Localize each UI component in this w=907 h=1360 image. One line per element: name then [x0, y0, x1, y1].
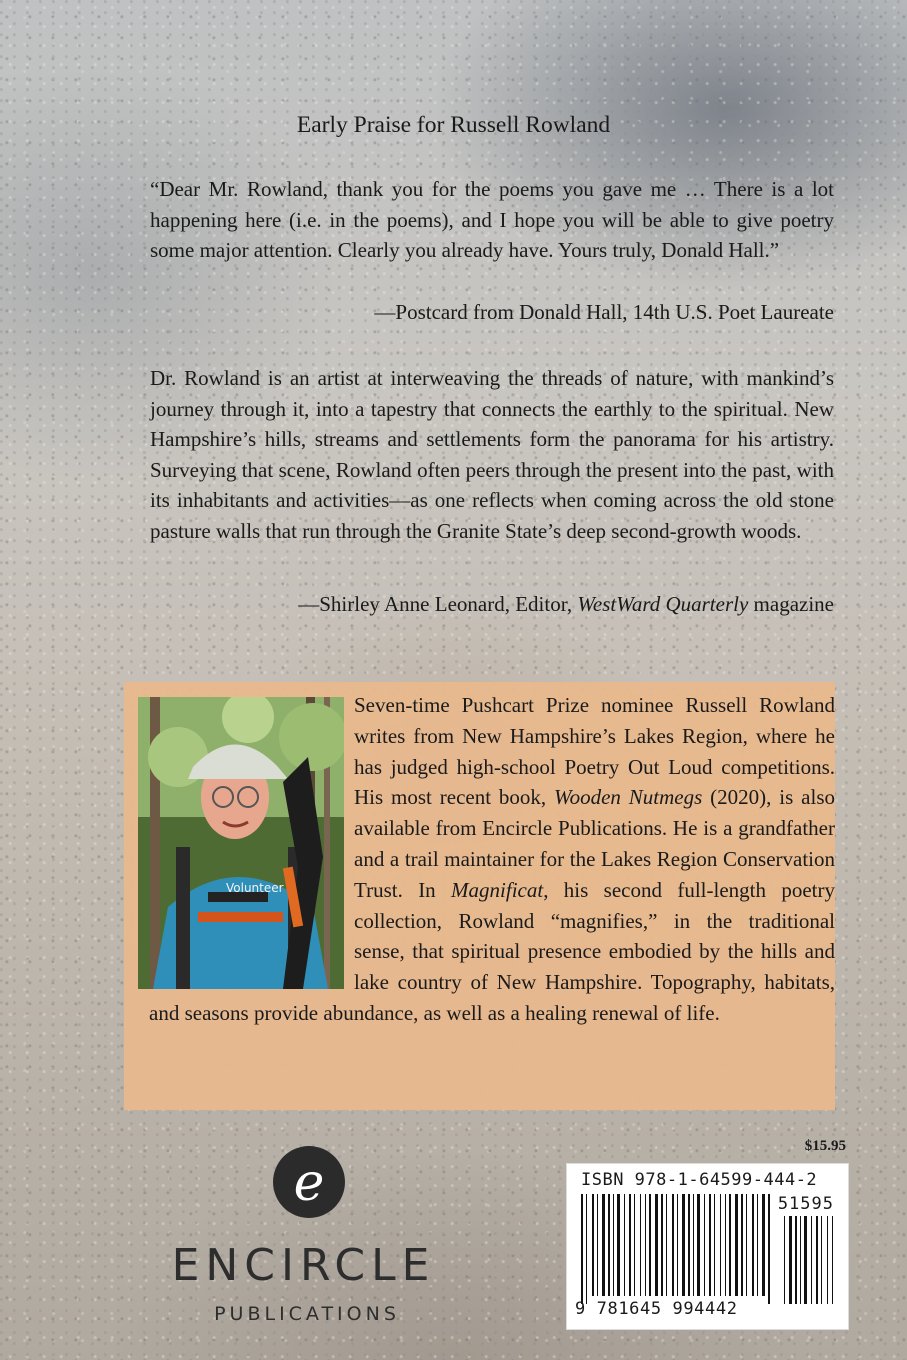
praise-attribution-leonard — [298, 592, 834, 617]
bio-book-title-2: Magnificat — [451, 877, 544, 902]
bio-part-3: , his second full-length poetry collection, Rowland “magnifies,” in the traditional sense, that spiritual presence embodied by the hills and lake country of New Hampshire. Topography, habitats, and seasons provide abundance, as well as a healing renewal of life. — [149, 877, 835, 1025]
shirt-text: Volunteer — [226, 881, 284, 895]
praise-quote-leonard: Dr. Rowland is an artist at interweaving the threads of nature, with mankind’s journey through it, into a tapestry that connects the earthly to the spiritual. New Hampshire’s hills, streams and settlements form the panorama for his artistry. Surveying that scene, Rowland often peers through the present into the past, with its inhabitants and activities—as one reflects when coming across the old stone pasture walls that run through the Granite State’s deep second-growth woods. — [150, 366, 834, 543]
praise-attribution-hall: —Postcard from Donald Hall, 14th U.S. Poet Laureate — [374, 300, 834, 324]
logo-letter: e — [293, 1153, 325, 1213]
publisher-subtitle: PUBLICATIONS — [214, 1303, 400, 1325]
bio-part-2: (2020), is also available from Encircle Publications. He is a grandfather and a trail maintainer for the Lakes Region Conservation Trust. In — [354, 785, 835, 902]
bio-book-title-1: Wooden Nutmegs — [554, 785, 703, 810]
publisher-name: ENCIRCLE — [171, 1240, 436, 1291]
bio-part-1: Seven-time Pushcart Prize nominee Russell Rowland writes from New Hampshire’s Lakes Region, where he has judged high-school Poetry Out Loud competitions. His most recent book, — [354, 693, 835, 810]
barcode-addon-number: 51595 — [777, 1194, 834, 1214]
photo-wrap-space — [149, 690, 354, 994]
attribution-prefix: —Shirley Anne Leonard, Editor, — [298, 592, 578, 616]
publication-name: WestWard Quarterly — [577, 592, 749, 616]
barcode-digits: 9 781645 994442 — [575, 1299, 738, 1319]
price-label: $15.95 — [804, 1138, 846, 1154]
author-bio-text — [149, 690, 835, 1029]
attribution-suffix: magazine — [748, 592, 834, 616]
praise-heading: Early Praise for Russell Rowland — [296, 112, 611, 138]
isbn-number: ISBN 978-1-64599-444-2 — [581, 1170, 818, 1190]
encircle-logo-icon — [269, 1138, 349, 1238]
praise-quote-hall: “Dear Mr. Rowland, thank you for the poems you gave me … There is a lot happening here (i.e. in the poems), and I hope you will be able to give poetry some major attention. Clearly you already have. Yours truly, Donald Hall.” — [150, 177, 834, 263]
